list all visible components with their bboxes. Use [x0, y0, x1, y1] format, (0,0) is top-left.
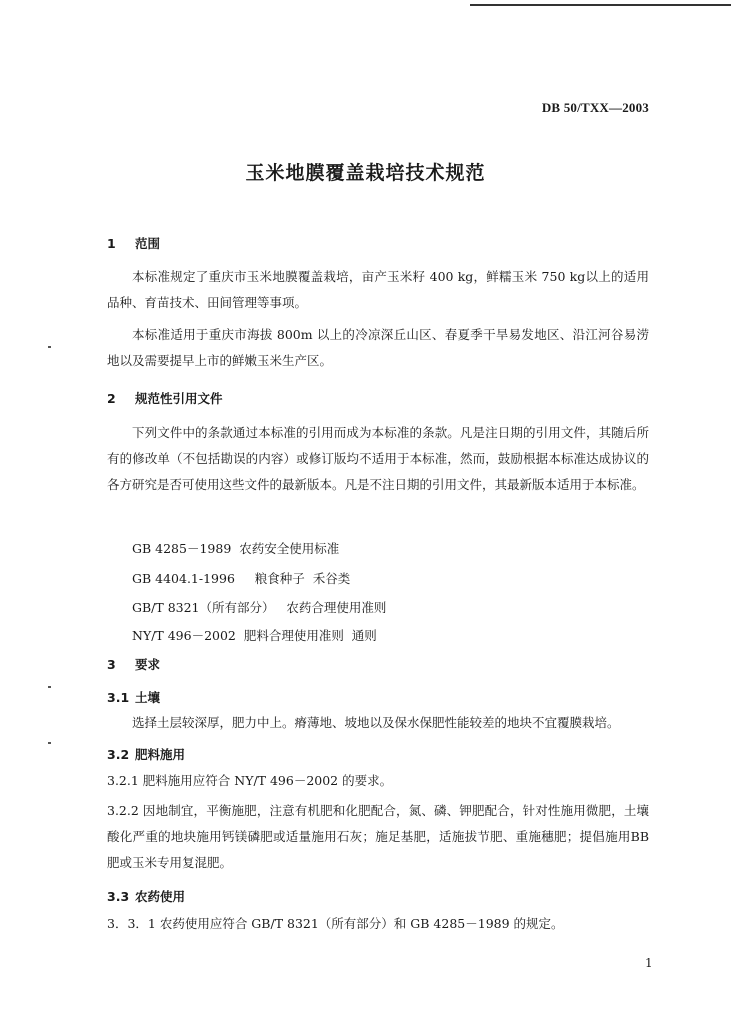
section-title: 范围	[135, 236, 161, 251]
section-2-heading	[107, 389, 223, 407]
section-title: 要求	[135, 657, 161, 672]
section-number: 2	[107, 391, 116, 406]
section-2-paragraph-1: 下列文件中的条款通过本标准的引用而成为本标准的条款。凡是注日期的引用文件，其随后所有的修改单（不包括勘误的内容）或修订版均不适用于本标准，然而，鼓励根据本标准达成协议的各方研究是否可使用这些文件的最新版本。凡是不注日期的引用文件，其最新版本适用于本标准。	[107, 425, 649, 492]
section-title: 规范性引用文件	[135, 391, 223, 406]
section-number: 3.1	[107, 690, 130, 705]
margin-mark	[48, 346, 51, 348]
section-number: 3	[107, 657, 116, 672]
standard-code: DB 50/TXX—2003	[541, 100, 649, 115]
reference-item: GB 4285－1989 农药安全使用标准	[132, 541, 340, 556]
clause-3-3-1: 3．3．1 农药使用应符合 GB/T 8321（所有部分）和 GB 4285－1989 的规定。	[107, 916, 564, 931]
section-title: 农药使用	[135, 889, 186, 904]
margin-mark	[48, 686, 51, 688]
margin-mark	[48, 742, 51, 744]
clause-3-2-1: 3.2.1 肥料施用应符合 NY/T 496－2002 的要求。	[107, 773, 393, 788]
section-title: 土壤	[135, 690, 161, 705]
section-1-paragraph-1: 本标准规定了重庆市玉米地膜覆盖栽培，亩产玉米籽 400 kg，鲜糯玉米 750 kg以上的适用品种、育苗技术、田间管理等事项。	[107, 269, 649, 310]
section-3-1-heading	[107, 688, 160, 706]
document-title: 玉米地膜覆盖栽培技术规范	[245, 162, 486, 184]
section-3-1-paragraph: 选择土层较深厚，肥力中上。瘠薄地、坡地以及保水保肥性能较差的地块不宜覆膜栽培。	[132, 715, 620, 730]
reference-item: NY/T 496－2002 肥料合理使用准则 通则	[132, 628, 377, 643]
section-1-paragraph-2: 本标准适用于重庆市海拔 800m 以上的冷凉深丘山区、春夏季干旱易发地区、沿江河谷易涝地以及需要提早上市的鲜嫩玉米生产区。	[107, 327, 649, 368]
reference-item: GB/T 8321（所有部分） 农药合理使用准则	[132, 600, 387, 615]
section-3-2-heading	[107, 745, 185, 763]
section-number: 3.2	[107, 747, 130, 762]
section-3-3-heading	[107, 887, 185, 905]
reference-item: GB 4404.1-1996 粮食种子 禾谷类	[132, 571, 351, 586]
header-rule	[470, 4, 731, 6]
section-number: 3.3	[107, 889, 130, 904]
page-number: 1	[645, 956, 653, 970]
section-title: 肥料施用	[135, 747, 186, 762]
section-number: 1	[107, 236, 116, 251]
section-1-heading	[107, 234, 160, 252]
section-3-heading	[107, 655, 160, 673]
clause-3-2-2: 3.2.2 因地制宜，平衡施肥，注意有机肥和化肥配合，氮、磷、钾肥配合，针对性施用微肥，土壤酸化严重的地块施用钙镁磷肥或适量施用石灰；施足基肥，适施拔节肥、重施穗肥；提倡施用BB 肥或玉米专用复混肥。	[107, 803, 649, 870]
